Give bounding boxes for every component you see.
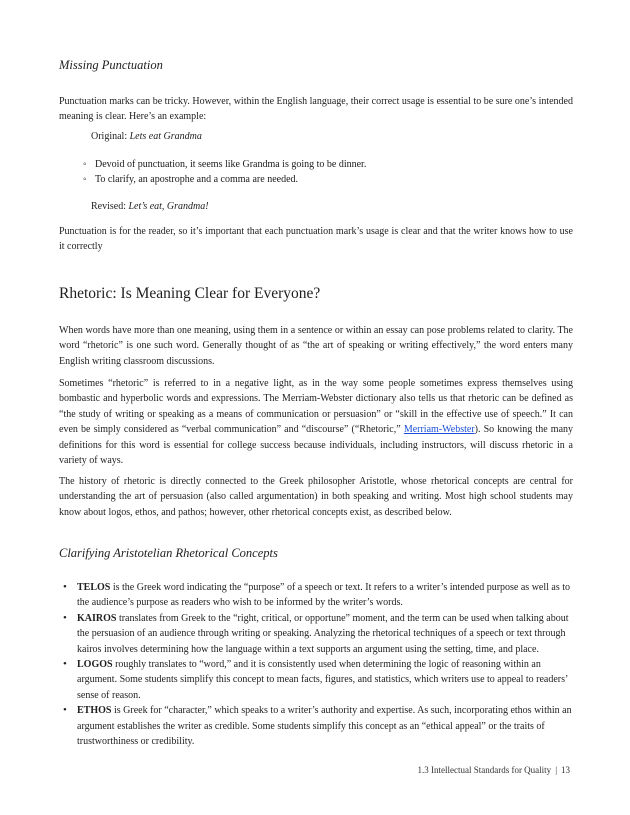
concept-logos bbox=[59, 657, 573, 703]
concept-term: LOGOS bbox=[77, 659, 113, 671]
subheading-missing-punctuation: Missing Punctuation bbox=[59, 58, 163, 72]
concept-kairos bbox=[59, 611, 573, 657]
concept-term: KAIROS bbox=[77, 612, 117, 624]
example-original-text: Lets eat Grandma bbox=[129, 131, 202, 142]
paragraph-rhetoric-1: When words have more than one meaning, using them in a sentence or within an essay can pose problems related to clarity. The word “rhetoric” is one such word. Generally thought of as “the art of speaking or writing effectively,” the word enters many English writing classroom discussions. bbox=[59, 325, 573, 367]
concept-ethos bbox=[59, 703, 573, 749]
concept-description: is Greek for “character,” which speaks to a writer’s authority and expertise. As such, incorporating ethos within an argument establishes the writer as credible. Some students simplify this concept as an “ethical appeal” or the traits of trustworthiness or credibility. bbox=[77, 705, 572, 748]
subheading-aristotelian-concepts: Clarifying Aristotelian Rhetorical Concepts bbox=[59, 546, 278, 560]
page-number: 13 bbox=[561, 765, 570, 775]
concept-description: roughly translates to “word,” and it is consistently used when determining the logic of reasoning within an argument. Some students simplify this concept to mean facts, figures, and statistics, which writers use to appeal to readers’ sense of reason. bbox=[77, 659, 568, 701]
example-notes-list bbox=[59, 157, 573, 187]
paragraph-rhetoric-2-tail: ). So knowing the many definitions for this word is essential for college success because individuals, including instructors, will discuss rhetoric in a variety of ways. bbox=[59, 424, 574, 467]
concept-term: ETHOS bbox=[77, 705, 112, 717]
list-item: ◦ Devoid of punctuation, it seems like Grandma is going to be dinner. bbox=[59, 157, 573, 172]
footer-section-title: 1.3 Intellectual Standards for Quality bbox=[417, 765, 552, 775]
example-original-label: Original: bbox=[91, 131, 130, 142]
paragraph-rhetoric-3: The history of rhetoric is directly connected to the Greek philosopher Aristotle, whose rhetorical concepts are central for understanding the art of persuasion (also called argumentation) in both speaking and writing. Most high school students may know about logos, ethos, and pathos; however, other rhetorical concepts exist, as described below. bbox=[59, 476, 573, 518]
example-revised bbox=[91, 200, 605, 214]
paragraph-rhetoric-2-text: Sometimes “rhetoric” is referred to in a negative light, as in the way some people sometimes express themselves using bombastic and hyperbolic words and expressions. The Merriam-Webster dictionary also tells us that rhetoric can be defined as “the study of writing or speaking as a means of communication or persuasion” or “skill in the effective use of speech.” It can even be simply considered as “verbal communication” and “discourse” (“Rhetoric,” bbox=[59, 378, 573, 436]
concept-description: translates from Greek to the “right, critical, or opportune” moment, and the term can be used when talking about the persuasion of an audience through writing or speaking. Analyzing the rhetorical techniques of a speech or text through kairos involves determining how the language within a text supports an argument using the setting, time, and place. bbox=[77, 612, 569, 655]
concepts-list bbox=[59, 580, 573, 749]
page-footer bbox=[417, 765, 570, 775]
example-revised-label: Revised: bbox=[91, 201, 129, 212]
paragraph-punctuation-closing: Punctuation is for the reader, so it’s important that each punctuation mark’s usage is clear and that the writer knows how to use it correctly bbox=[59, 226, 573, 253]
list-item: ◦ To clarify, an apostrophe and a comma are needed. bbox=[59, 172, 573, 187]
concept-telos bbox=[59, 580, 573, 611]
merriam-webster-link[interactable]: Merriam-Webster bbox=[403, 424, 475, 436]
example-revised-text: Let’s eat, Grandma! bbox=[128, 201, 209, 212]
paragraph-punctuation-intro: Punctuation marks can be tricky. However, within the English language, their correct usage is essential to be sure one’s intended meaning is clear. Here’s an example: bbox=[59, 96, 573, 123]
concept-description: is the Greek word indicating the “purpose” of a speech or text. It refers to a writer’s intended purpose as well as to the audience’s purpose as readers who wish to be informed by the writer’s words. bbox=[77, 582, 571, 609]
concept-term: TELOS bbox=[77, 582, 111, 593]
footer-separator: | bbox=[555, 765, 557, 775]
example-original bbox=[91, 130, 605, 144]
heading-rhetoric: Rhetoric: Is Meaning Clear for Everyone? bbox=[59, 285, 321, 302]
paragraph-rhetoric-2 bbox=[59, 376, 573, 468]
